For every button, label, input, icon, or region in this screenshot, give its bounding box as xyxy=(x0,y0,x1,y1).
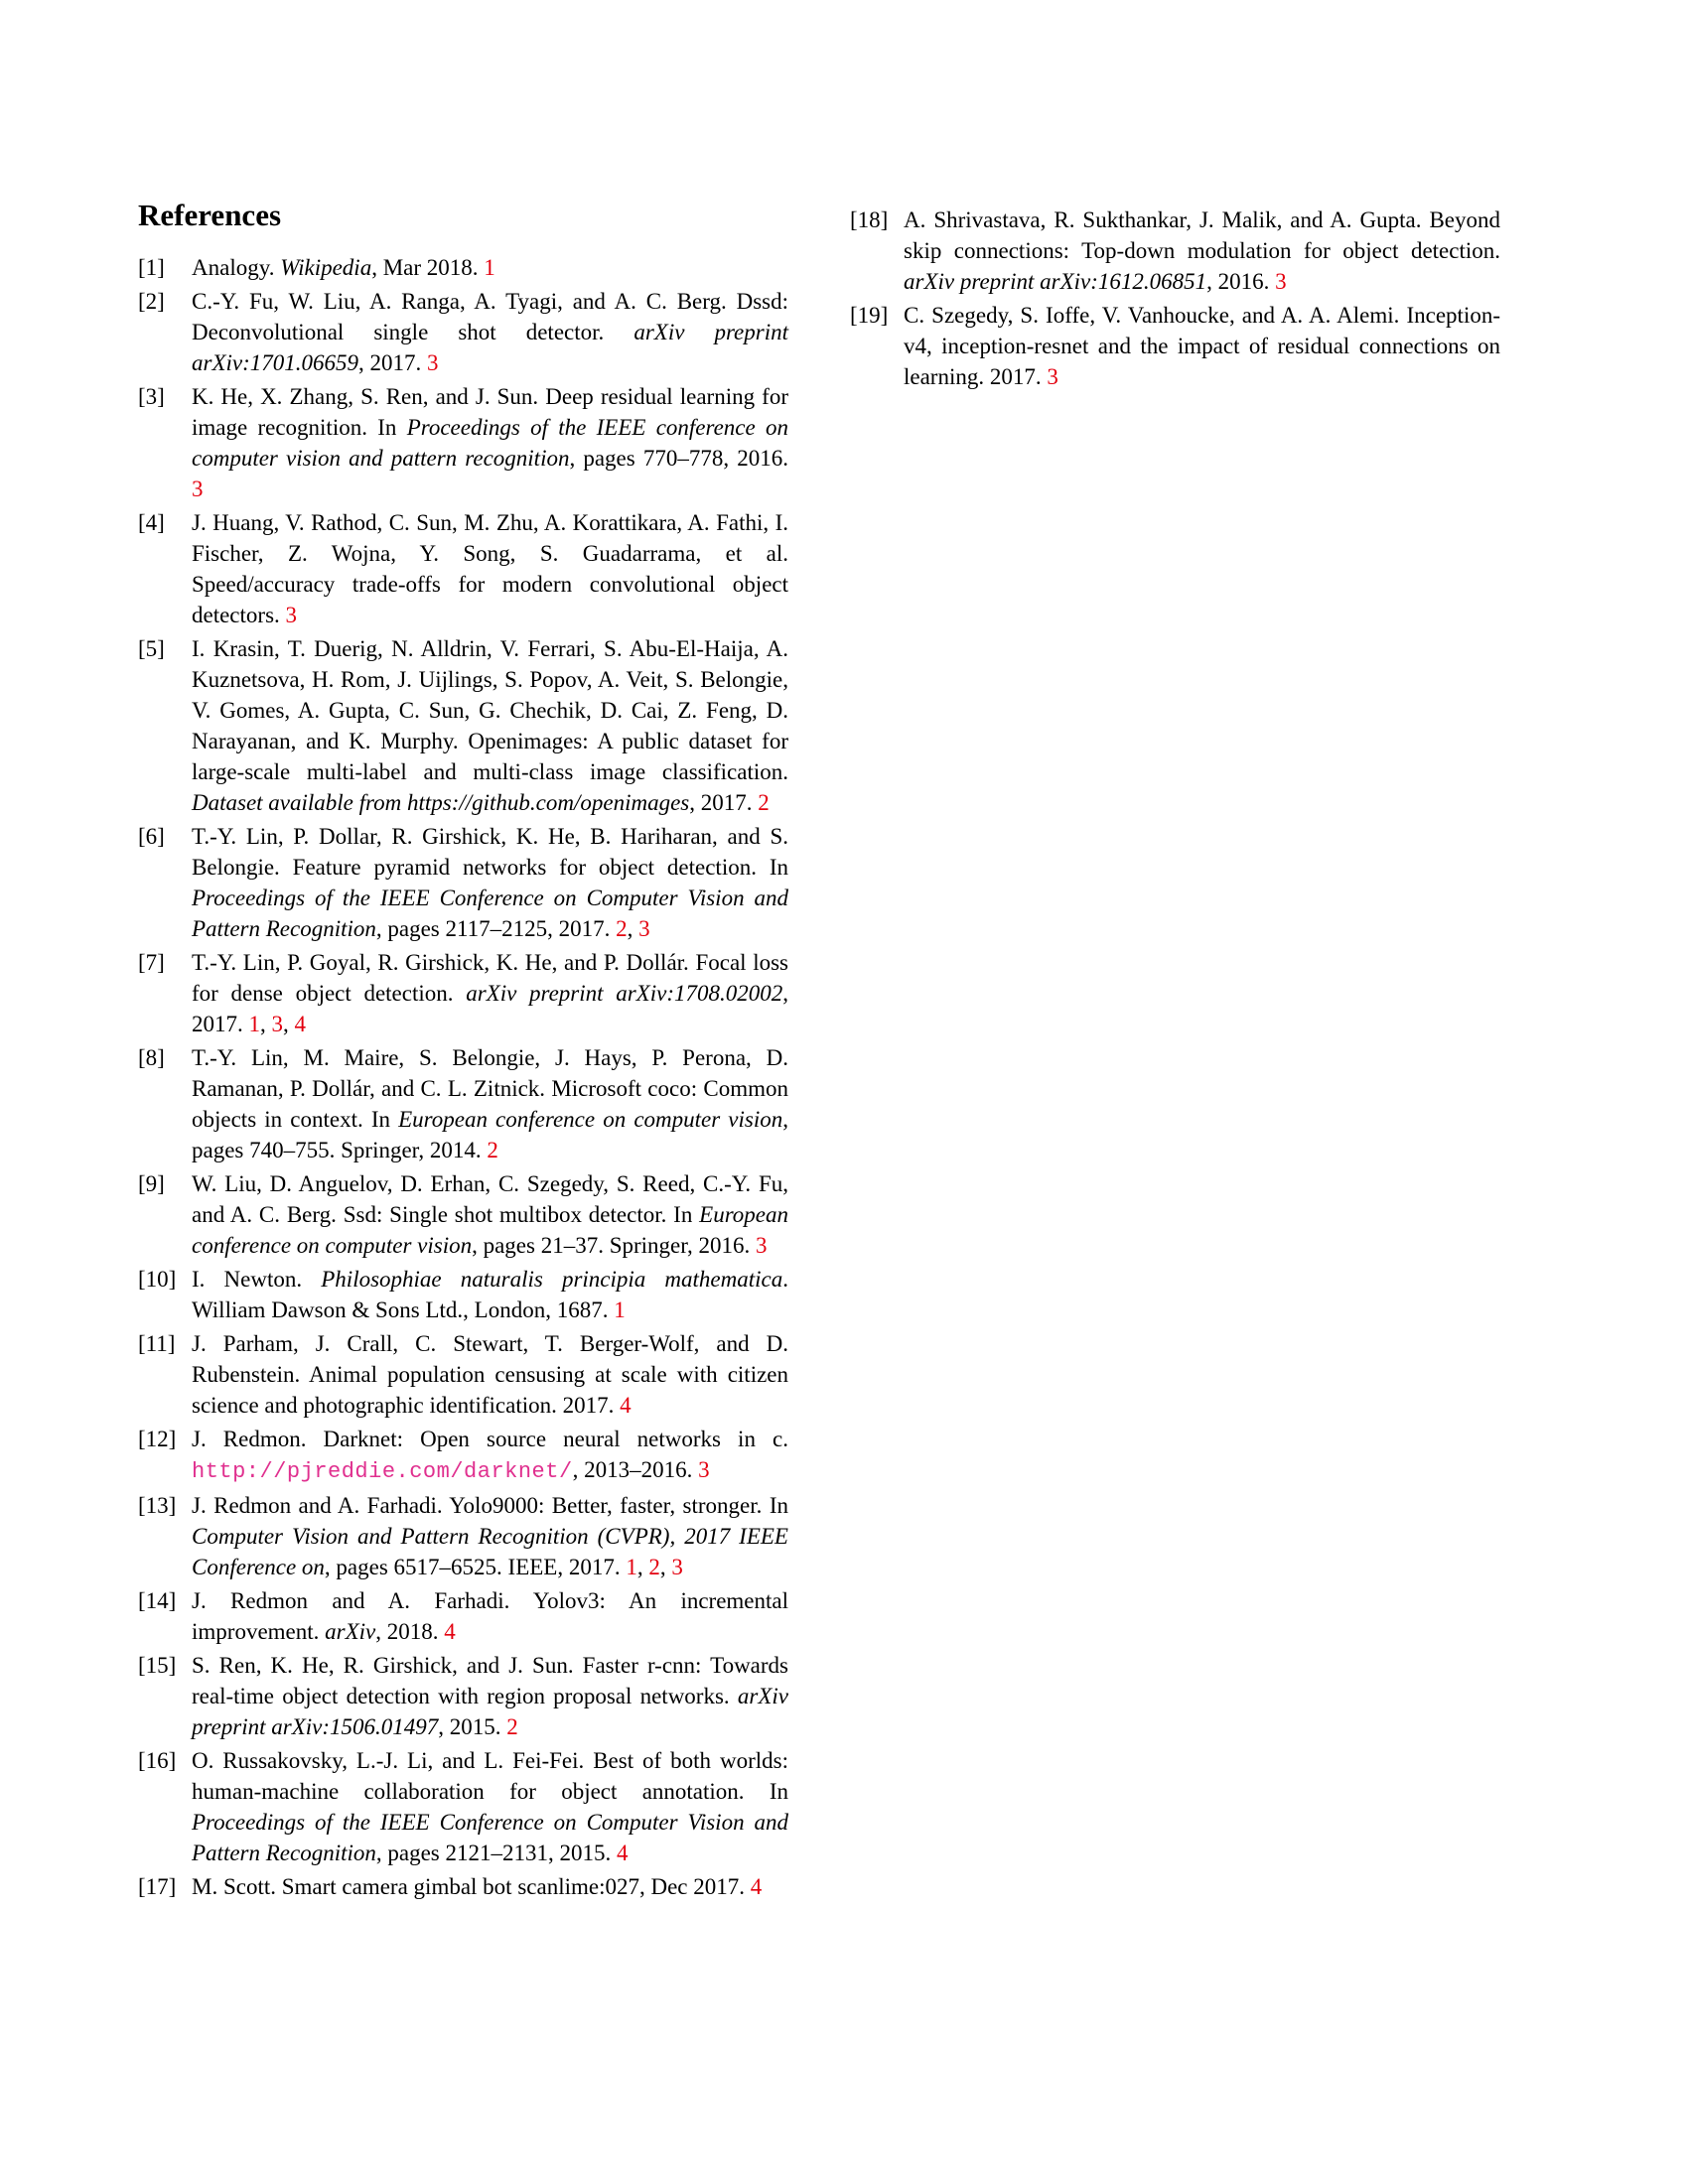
page-backlink[interactable]: 2 xyxy=(758,790,770,815)
reference-number: [6] xyxy=(138,824,165,849)
reference-text xyxy=(192,1588,788,1644)
page-backlink[interactable]: 3 xyxy=(192,477,204,501)
reference-number: [13] xyxy=(138,1493,177,1518)
page-backlink[interactable]: 3 xyxy=(756,1233,768,1258)
reference-segment: J. Parham, J. Crall, C. Stewart, T. Berger-Wolf, and D. Rubenstein. Animal population censusing at scale with citizen science and photographic identification. 2017. xyxy=(192,1331,788,1418)
page-backlink[interactable]: 1 xyxy=(248,1012,260,1036)
reference-number: [9] xyxy=(138,1171,165,1196)
reference-segment: C. Szegedy, S. Ioffe, V. Vanhoucke, and A. A. Alemi. Inception-v4, inception-resnet and the impact of residual connections on learning. 2017. xyxy=(904,303,1500,389)
page-backlink[interactable]: 3 xyxy=(427,350,439,375)
reference-number: [10] xyxy=(138,1267,177,1292)
reference-segment: J. Redmon and A. Farhadi. Yolov3: An incremental improvement. xyxy=(192,1588,788,1644)
reference-venue: arXiv preprint arXiv:1612.06851 xyxy=(904,269,1207,294)
reference-text xyxy=(192,510,788,627)
reference-segment: , xyxy=(260,1012,272,1036)
reference-number: [11] xyxy=(138,1331,176,1356)
reference-venue: European conference on computer vision xyxy=(398,1107,783,1132)
page-backlink[interactable]: 4 xyxy=(620,1393,632,1418)
reference-segment: , pages 6517–6525. IEEE, 2017. xyxy=(324,1555,627,1579)
reference-number: [3] xyxy=(138,384,165,409)
reference-number: [14] xyxy=(138,1588,177,1613)
reference-item xyxy=(850,300,1500,392)
reference-number: [4] xyxy=(138,510,165,535)
reference-number: [7] xyxy=(138,950,165,975)
reference-number: [5] xyxy=(138,636,165,661)
reference-item xyxy=(138,286,788,378)
reference-item xyxy=(138,252,788,283)
reference-item xyxy=(138,947,788,1039)
reference-venue: Dataset available from https://github.com/openimages xyxy=(192,790,690,815)
page-backlink[interactable]: 4 xyxy=(294,1012,306,1036)
reference-segment: , xyxy=(659,1555,672,1579)
reference-venue: Proceedings of the IEEE Conference on Computer Vision and Pattern Recognition xyxy=(192,1810,788,1865)
reference-text xyxy=(192,289,788,375)
reference-segment: K. He, X. Zhang, S. Ren, and J. Sun. Deep residual learning for image recognition. In xyxy=(192,384,788,440)
page-backlink[interactable]: 2 xyxy=(616,916,628,941)
reference-number: [2] xyxy=(138,289,165,314)
reference-item xyxy=(138,1650,788,1742)
reference-segment: C.-Y. Fu, W. Liu, A. Ranga, A. Tyagi, and A. C. Berg. Dssd: Deconvolutional single shot detector. xyxy=(192,289,788,344)
reference-item xyxy=(138,507,788,630)
page-backlink[interactable]: 1 xyxy=(626,1555,637,1579)
reference-segment: J. Redmon and A. Farhadi. Yolo9000: Better, faster, stronger. In xyxy=(192,1493,788,1518)
reference-venue: arXiv preprint arXiv:1708.02002 xyxy=(466,981,783,1006)
page-backlink[interactable]: 3 xyxy=(1047,364,1058,389)
reference-segment: , 2017. xyxy=(689,790,759,815)
reference-text xyxy=(192,1045,788,1162)
reference-item xyxy=(138,1264,788,1325)
page-backlink[interactable]: 2 xyxy=(506,1714,518,1739)
reference-venue: arXiv xyxy=(325,1619,376,1644)
reference-number: [15] xyxy=(138,1653,177,1678)
reference-item xyxy=(138,633,788,818)
reference-text xyxy=(192,1874,762,1899)
reference-venue: Proceedings of the IEEE Conference on Computer Vision and Pattern Recognition xyxy=(192,886,788,941)
reference-segment: I. Newton. xyxy=(192,1267,322,1292)
page-backlink[interactable]: 3 xyxy=(698,1457,710,1482)
reference-number: [12] xyxy=(138,1427,177,1451)
reference-item xyxy=(138,1424,788,1487)
page-backlink[interactable]: 1 xyxy=(614,1297,626,1322)
reference-item xyxy=(138,821,788,944)
page-backlink[interactable]: 3 xyxy=(638,916,650,941)
page-backlink[interactable]: 3 xyxy=(285,603,298,627)
reference-segment: , 2017. xyxy=(358,350,428,375)
reference-venue: Proceedings of the IEEE conference on computer vision and pattern recognition xyxy=(192,415,788,471)
page-backlink[interactable]: 2 xyxy=(487,1138,498,1162)
reference-segment: T.-Y. Lin, P. Goyal, R. Girshick, K. He, and P. Dollár. Focal loss for dense object detection. xyxy=(192,950,788,1006)
reference-text xyxy=(904,207,1500,294)
page-backlink[interactable]: 4 xyxy=(444,1619,456,1644)
reference-number: [19] xyxy=(850,303,889,328)
reference-segment: , xyxy=(283,1012,295,1036)
reference-text xyxy=(192,824,788,941)
reference-text xyxy=(192,255,495,280)
page-backlink[interactable]: 2 xyxy=(648,1555,660,1579)
reference-segment: , xyxy=(627,916,639,941)
reference-segment: I. Krasin, T. Duerig, N. Alldrin, V. Ferrari, S. Abu-El-Haija, A. Kuznetsova, H. Rom, J. Uijlings, S. Popov, A. Veit, S. Belongie, V. Gomes, A. Gupta, C. Sun, G. Chechik, D. Cai, Z. Feng, D. Narayanan, and K. Murphy. Openimages: A public dataset for large-scale multi-label and multi-class image classification. xyxy=(192,636,788,784)
reference-venue: Wikipedia xyxy=(280,255,372,280)
reference-item xyxy=(138,1328,788,1421)
reference-text xyxy=(192,1331,788,1418)
reference-text xyxy=(904,303,1500,389)
reference-venue: Philosophiae naturalis principia mathematica xyxy=(321,1267,783,1292)
reference-segment: A. Shrivastava, R. Sukthankar, J. Malik, and A. Gupta. Beyond skip connections: Top-down modulation for object detection. xyxy=(904,207,1500,263)
reference-segment: M. Scott. Smart camera gimbal bot scanlime:027, Dec 2017. xyxy=(192,1874,751,1899)
reference-item xyxy=(138,381,788,504)
reference-text xyxy=(192,636,788,815)
reference-segment: , Mar 2018. xyxy=(371,255,485,280)
reference-segment: S. Ren, K. He, R. Girshick, and J. Sun. Faster r-cnn: Towards real-time object detection with region proposal networks. xyxy=(192,1653,788,1708)
page-backlink[interactable]: 1 xyxy=(484,255,495,280)
reference-item xyxy=(138,1490,788,1582)
page-backlink[interactable]: 4 xyxy=(750,1874,763,1899)
reference-item xyxy=(850,205,1500,297)
reference-list-right xyxy=(850,205,1500,395)
page-backlink[interactable]: 4 xyxy=(617,1841,629,1865)
reference-number: [17] xyxy=(138,1874,177,1899)
reference-text xyxy=(192,1748,788,1865)
references-heading: References xyxy=(138,198,282,232)
reference-text xyxy=(192,1493,788,1579)
reference-segment: T.-Y. Lin, P. Dollar, R. Girshick, K. He, B. Hariharan, and S. Belongie. Feature pyramid networks for object detection. In xyxy=(192,824,788,880)
reference-segment: O. Russakovsky, L.-J. Li, and L. Fei-Fei. Best of both worlds: human-machine collaboration for object annotation. In xyxy=(192,1748,788,1804)
reference-text xyxy=(192,1653,788,1739)
reference-segment: , pages 2117–2125, 2017. xyxy=(375,916,617,941)
reference-venue: Computer Vision and Pattern Recognition (CVPR), 2017 IEEE Conference on xyxy=(192,1524,788,1579)
url-link[interactable]: http://pjreddie.com/darknet/ xyxy=(192,1459,573,1484)
page-backlink[interactable]: 3 xyxy=(671,1555,683,1579)
reference-item xyxy=(138,1871,788,1902)
reference-number: [18] xyxy=(850,207,889,232)
reference-segment: , pages 740–755. Springer, 2014. xyxy=(192,1107,788,1162)
reference-segment: J. Redmon. Darknet: Open source neural networks in c. xyxy=(192,1427,788,1451)
reference-segment: , xyxy=(636,1555,649,1579)
reference-venue: arXiv preprint arXiv:1506.01497 xyxy=(192,1684,788,1739)
reference-number: [16] xyxy=(138,1748,177,1773)
reference-segment: T.-Y. Lin, M. Maire, S. Belongie, J. Hays, P. Perona, D. Ramanan, P. Dollár, and C. L. Zitnick. Microsoft coco: Common objects in context. In xyxy=(192,1045,788,1132)
reference-number: [8] xyxy=(138,1045,165,1070)
reference-item xyxy=(138,1042,788,1165)
reference-text xyxy=(192,384,788,501)
reference-text xyxy=(192,1427,788,1482)
reference-segment: , 2013–2016. xyxy=(572,1457,699,1482)
reference-segment: W. Liu, D. Anguelov, D. Erhan, C. Szegedy, S. Reed, C.-Y. Fu, and A. C. Berg. Ssd: Single shot multibox detector. In xyxy=(192,1171,788,1227)
page-backlink[interactable]: 3 xyxy=(271,1012,283,1036)
reference-segment: J. Huang, V. Rathod, C. Sun, M. Zhu, A. Korattikara, A. Fathi, I. Fischer, Z. Wojna, Y. Song, S. Guadarrama, et al. Speed/accuracy trade-offs for modern convolutional object detectors. xyxy=(192,510,788,627)
reference-text xyxy=(192,950,788,1036)
reference-segment: . William Dawson & Sons Ltd., London, 1687. xyxy=(192,1267,788,1322)
reference-segment: Analogy. xyxy=(192,255,281,280)
reference-venue: European conference on computer vision xyxy=(192,1202,788,1258)
reference-number: [1] xyxy=(138,255,165,280)
reference-text xyxy=(192,1171,788,1258)
reference-segment: , pages 21–37. Springer, 2016. xyxy=(472,1233,756,1258)
reference-segment: , 2017. xyxy=(192,981,788,1036)
reference-list-left xyxy=(138,252,788,1905)
reference-segment: , pages 2121–2131, 2015. xyxy=(375,1841,618,1865)
reference-item xyxy=(138,1168,788,1261)
reference-segment: , 2018. xyxy=(375,1619,445,1644)
reference-venue: arXiv preprint arXiv:1701.06659 xyxy=(192,320,788,375)
reference-item xyxy=(138,1745,788,1868)
reference-segment: , 2015. xyxy=(438,1714,507,1739)
reference-segment: , 2016. xyxy=(1206,269,1276,294)
reference-text xyxy=(192,1267,788,1322)
reference-segment: , pages 770–778, 2016. xyxy=(569,446,788,471)
reference-item xyxy=(138,1585,788,1647)
page-backlink[interactable]: 3 xyxy=(1275,269,1287,294)
